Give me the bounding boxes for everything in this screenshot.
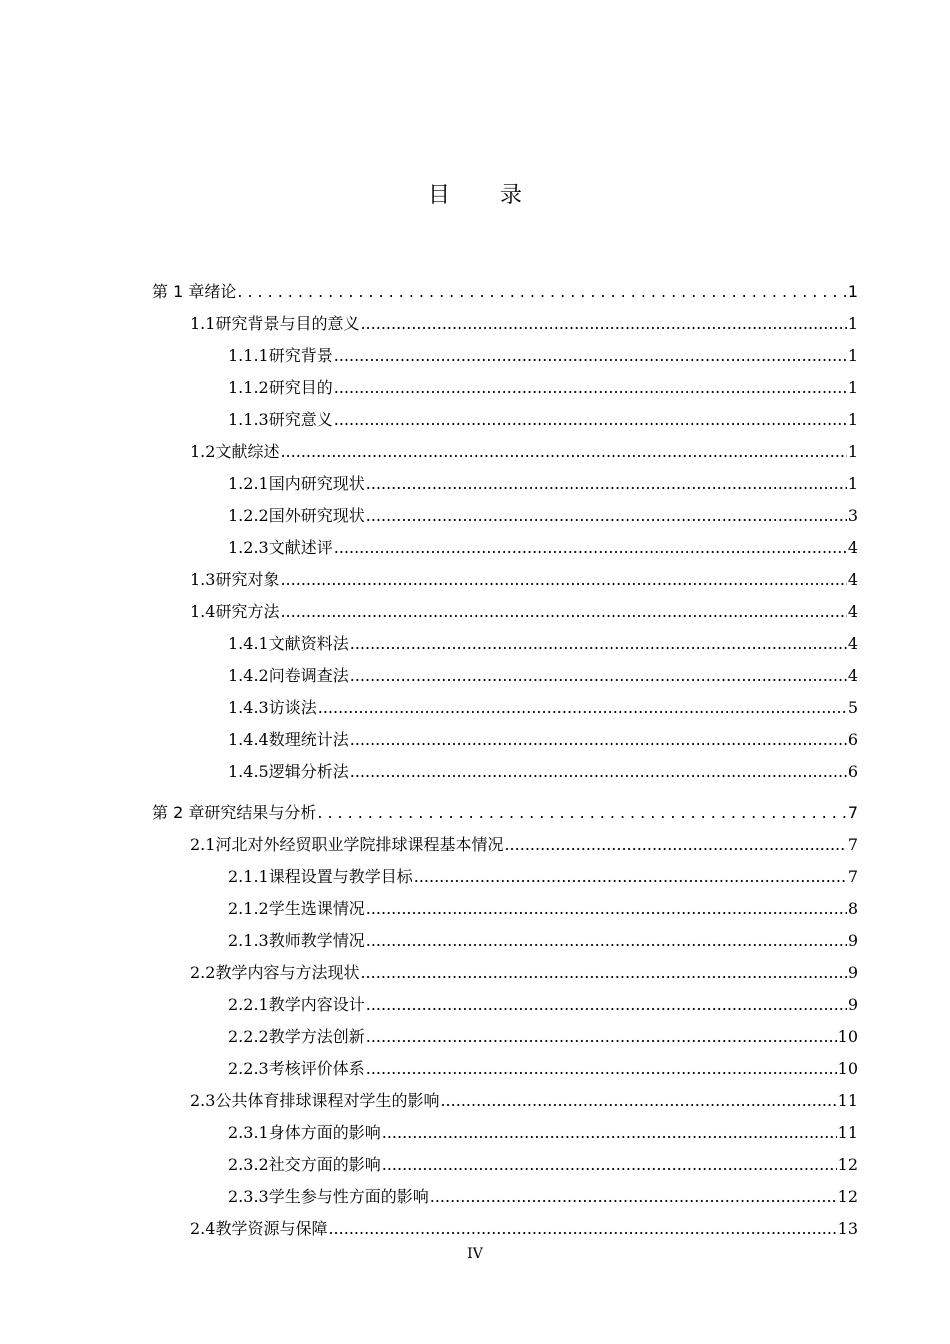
toc-leader-dots	[382, 1121, 837, 1145]
toc-entry[interactable]	[190, 440, 858, 464]
toc-entry-page: 12	[837, 1187, 858, 1206]
toc-leader-dots	[366, 1025, 837, 1049]
toc-entry-label: 身体方面的影响	[268, 1123, 381, 1142]
toc-entry-label: 访谈法	[268, 698, 317, 717]
toc-leader-dots	[318, 696, 847, 720]
toc-entry-number: 2.3	[190, 1091, 216, 1110]
toc-leader-dots	[366, 1057, 837, 1081]
toc-entry[interactable]	[190, 1217, 858, 1241]
toc-entry[interactable]	[228, 929, 858, 953]
toc-entry-page: 1	[847, 346, 858, 365]
toc-entry-number: 2.1	[190, 835, 216, 854]
toc-entry[interactable]	[228, 897, 858, 921]
toc-entry-page: 13	[837, 1219, 858, 1238]
toc-entry-number: 1.2.2	[228, 506, 269, 525]
toc-entry-label: 公共体育排球课程对学生的影响	[215, 1091, 440, 1110]
toc-entry[interactable]	[228, 536, 858, 560]
toc-leader-dots	[366, 472, 847, 496]
toc-entry-number: 第 2 章	[152, 803, 205, 822]
toc-chapter-entry[interactable]	[152, 801, 858, 825]
toc-entry-label: 研究对象	[215, 570, 280, 589]
toc-entry-label: 文献资料法	[268, 634, 349, 653]
toc-entry-label: 研究背景	[268, 346, 333, 365]
toc-entry[interactable]	[228, 504, 858, 528]
toc-leader-dots	[317, 801, 846, 825]
toc-leader-dots	[334, 408, 847, 432]
toc-entry[interactable]	[228, 993, 858, 1017]
toc-entry[interactable]	[228, 1057, 858, 1081]
toc-entry-number: 1.1	[190, 314, 216, 333]
toc-entry-label: 研究方法	[215, 602, 280, 621]
toc-entry-page: 4	[847, 570, 858, 589]
toc-entry[interactable]	[190, 961, 858, 985]
toc-entry-page: 12	[837, 1155, 858, 1174]
toc-leader-dots	[504, 833, 846, 857]
toc-entry-number: 1.4.1	[228, 634, 269, 653]
toc-entry-number: 2.3.3	[228, 1187, 269, 1206]
toc-entry[interactable]	[190, 833, 858, 857]
toc-entry-number: 2.3.1	[228, 1123, 269, 1142]
toc-entry[interactable]	[228, 408, 858, 432]
toc-entry-number: 2.2.3	[228, 1059, 269, 1078]
toc-entry-label: 教学资源与保障	[215, 1219, 328, 1238]
toc-entry-page: 1	[847, 314, 858, 333]
toc-leader-dots	[366, 504, 847, 528]
toc-leader-dots	[350, 728, 847, 752]
toc-leader-dots	[430, 1185, 837, 1209]
toc-entry-number: 1.2	[190, 442, 216, 461]
toc-entry-page: 10	[837, 1027, 858, 1046]
toc-entry-page: 9	[847, 931, 858, 950]
toc-entry[interactable]	[228, 344, 858, 368]
toc-leader-dots	[280, 440, 846, 464]
toc-entry-number: 1.4.5	[228, 762, 269, 781]
toc-entry-label: 考核评价体系	[268, 1059, 365, 1078]
toc-entry-page: 11	[837, 1091, 858, 1110]
toc-entry-number: 2.3.2	[228, 1155, 269, 1174]
toc-entry-label: 问卷调查法	[268, 666, 349, 685]
toc-entry[interactable]	[228, 472, 858, 496]
toc-title-char-2: 录	[500, 183, 523, 208]
toc-title-char-1: 目	[427, 183, 450, 208]
toc-entry[interactable]	[228, 1185, 858, 1209]
toc-leader-dots	[350, 632, 847, 656]
toc-leader-dots	[366, 897, 847, 921]
toc-leader-dots	[360, 312, 846, 336]
toc-entry-label: 社交方面的影响	[268, 1155, 381, 1174]
toc-entry-number: 1.1.3	[228, 410, 269, 429]
toc-entry-number: 2.2.2	[228, 1027, 269, 1046]
toc-entry[interactable]	[228, 760, 858, 784]
toc-entry[interactable]	[228, 376, 858, 400]
toc-entry-page: 5	[847, 698, 858, 717]
toc-entry-number: 1.2.1	[228, 474, 269, 493]
toc-entry-label: 教学内容设计	[268, 995, 365, 1014]
toc-entry[interactable]	[228, 696, 858, 720]
toc-leader-dots	[440, 1089, 836, 1113]
toc-entry-number: 2.1.2	[228, 899, 269, 918]
toc-entry-page: 9	[847, 995, 858, 1014]
toc-title	[0, 178, 950, 209]
toc-leader-dots	[280, 568, 846, 592]
toc-entry-label: 文献综述	[215, 442, 280, 461]
toc-leader-dots	[360, 961, 846, 985]
toc-entry-page: 4	[847, 602, 858, 621]
toc-entry-label: 河北对外经贸职业学院排球课程基本情况	[215, 835, 504, 854]
toc-entry[interactable]	[228, 1025, 858, 1049]
toc-entry[interactable]	[190, 600, 858, 624]
toc-entry-page: 1	[847, 410, 858, 429]
toc-entry-label: 学生参与性方面的影响	[268, 1187, 429, 1206]
toc-entry-page: 7	[847, 803, 858, 822]
toc-leader-dots	[334, 344, 847, 368]
toc-leader-dots	[366, 993, 847, 1017]
toc-leader-dots	[382, 1153, 837, 1177]
toc-entry-label: 学生选课情况	[268, 899, 365, 918]
toc-entry[interactable]	[190, 568, 858, 592]
toc-entry-number: 2.1.3	[228, 931, 269, 950]
toc-entry-number: 1.4.3	[228, 698, 269, 717]
toc-entry-label: 文献述评	[268, 538, 333, 557]
toc-entry-page: 1	[847, 282, 858, 301]
toc-entry-page: 10	[837, 1059, 858, 1078]
toc-entry-label: 教师教学情况	[268, 931, 365, 950]
toc-entry-label: 逻辑分析法	[268, 762, 349, 781]
toc-leader-dots	[414, 865, 847, 889]
toc-entry-page: 6	[847, 762, 858, 781]
toc-entry[interactable]	[190, 1089, 858, 1113]
toc-entry-label: 教学内容与方法现状	[215, 963, 360, 982]
toc-entry-number: 2.2	[190, 963, 216, 982]
toc-entry-page: 7	[847, 867, 858, 886]
toc-entry[interactable]	[228, 1153, 858, 1177]
toc-entry-page: 4	[847, 634, 858, 653]
toc-entry-number: 1.4.2	[228, 666, 269, 685]
toc-leader-dots	[334, 536, 847, 560]
toc-entry-page: 7	[847, 835, 858, 854]
toc-entry-label: 研究意义	[268, 410, 333, 429]
toc-entry-page: 8	[847, 899, 858, 918]
toc-entry-label: 研究目的	[268, 378, 333, 397]
toc-entry-label: 绪论	[204, 282, 237, 301]
toc-entry-number: 1.3	[190, 570, 216, 589]
toc-entry-page: 1	[847, 378, 858, 397]
toc-entry-page: 11	[837, 1123, 858, 1142]
toc-entry[interactable]	[228, 1121, 858, 1145]
toc-leader-dots	[350, 664, 847, 688]
toc-entry-label: 数理统计法	[268, 730, 349, 749]
toc-entry-page: 4	[847, 666, 858, 685]
toc-entry-number: 2.2.1	[228, 995, 269, 1014]
toc-entry-label: 课程设置与教学目标	[268, 867, 413, 886]
toc-entry-page: 1	[847, 474, 858, 493]
toc-chapter-entry[interactable]	[152, 280, 858, 304]
toc-entry-number: 1.4.4	[228, 730, 269, 749]
toc-entry-number: 第 1 章	[152, 282, 205, 301]
toc-leader-dots	[334, 376, 847, 400]
toc-entry-number: 1.4	[190, 602, 216, 621]
toc-entry-label: 国内研究现状	[268, 474, 365, 493]
toc-entry[interactable]	[228, 632, 858, 656]
toc-entry-number: 1.2.3	[228, 538, 269, 557]
toc-entry-label: 研究背景与目的意义	[215, 314, 360, 333]
toc-entry[interactable]	[228, 664, 858, 688]
toc-entry-page: 6	[847, 730, 858, 749]
toc-entry-label: 国外研究现状	[268, 506, 365, 525]
toc-leader-dots	[280, 600, 846, 624]
toc-entry[interactable]	[190, 312, 858, 336]
toc-entry-label: 研究结果与分析	[204, 803, 317, 822]
toc-leader-dots	[350, 760, 847, 784]
toc-leader-dots	[366, 929, 847, 953]
toc-entry[interactable]	[228, 728, 858, 752]
toc-entry-label: 教学方法创新	[268, 1027, 365, 1046]
toc-entry-page: 1	[847, 442, 858, 461]
toc-entry-page: 4	[847, 538, 858, 557]
toc-entry-page: 9	[847, 963, 858, 982]
toc-leader-dots	[237, 280, 846, 304]
toc-entry-number: 1.1.2	[228, 378, 269, 397]
toc-entry[interactable]	[228, 865, 858, 889]
toc-leader-dots	[328, 1217, 836, 1241]
toc-entry-number: 1.1.1	[228, 346, 269, 365]
toc-entry-number: 2.4	[190, 1219, 216, 1238]
page-number: IV	[467, 1246, 483, 1262]
toc-entry-number: 2.1.1	[228, 867, 269, 886]
toc-entry-page: 3	[847, 506, 858, 525]
